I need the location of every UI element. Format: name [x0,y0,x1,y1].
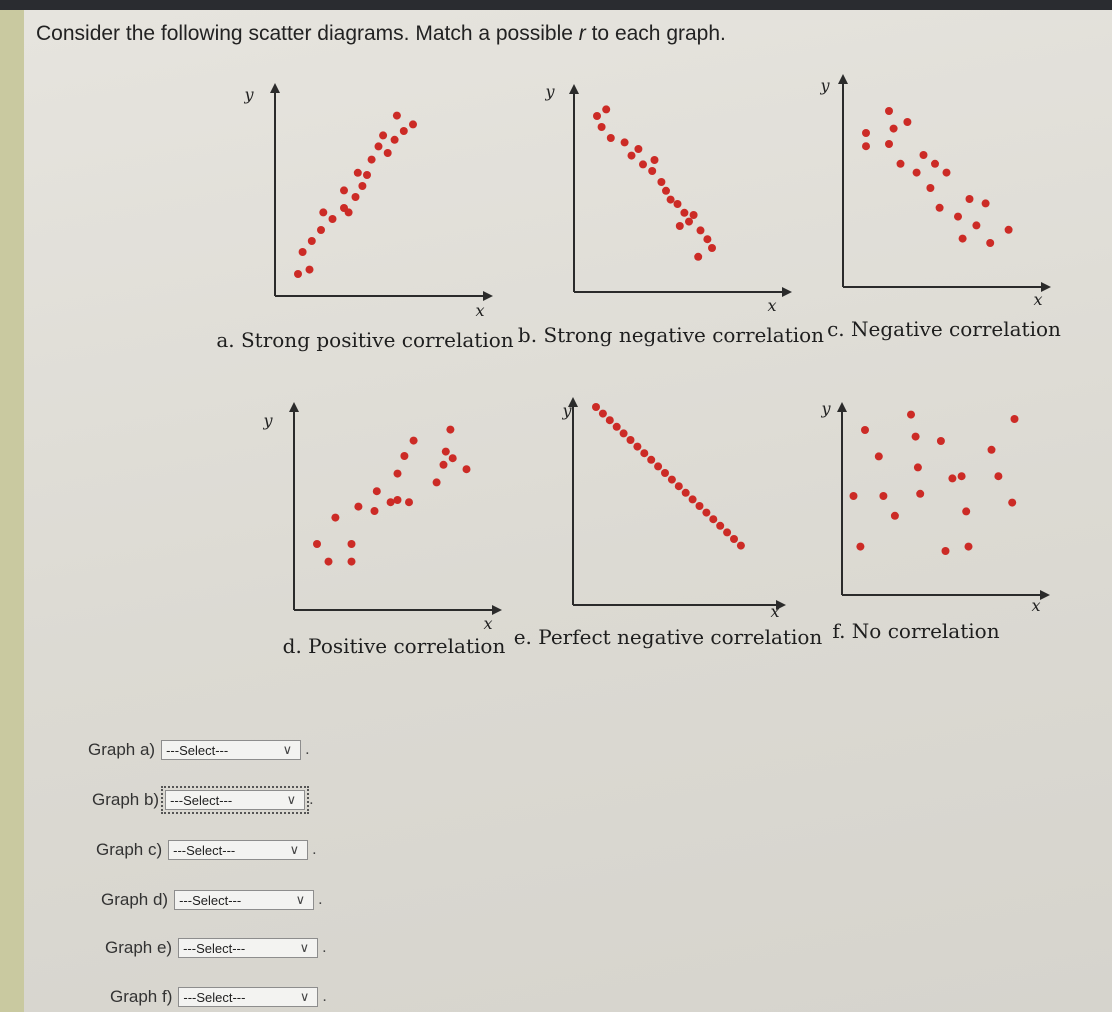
graph-f-point [937,437,945,445]
graph-a-point [375,142,383,150]
graph-c-point [890,125,898,133]
graph-b-label: Graph b) [92,790,160,809]
graph-f-point [988,446,996,454]
graph-e-point [613,423,621,431]
graph-f-label: Graph f) [110,987,173,1006]
graph-f-point [914,463,922,471]
graph-c-point [885,107,893,115]
graph-a-x-label: x [475,301,485,320]
graph-f-point [958,472,966,480]
graph-c-point [936,204,944,212]
graph-a-select[interactable] [161,740,301,760]
graph-b-point [703,235,711,243]
graph-f-point [856,543,864,551]
graph-e-label: Graph e) [105,938,173,957]
graph-b-point [690,211,698,219]
graph-f-x-arrow [1040,590,1050,600]
graph-d-point [394,470,402,478]
graph-a-point [329,215,337,223]
graph-f-point [875,452,883,460]
graph-a-point [345,208,353,216]
select-value: ---Select--- [170,792,233,808]
row-period: . [312,841,317,858]
graph-c-point [1005,226,1013,234]
graph-d-point [405,498,413,506]
graph-a-point [363,171,371,179]
graph-a-point [379,131,387,139]
graph-a-row [88,739,310,761]
graph-c-point [926,184,934,192]
graph-b-point [621,138,629,146]
chevron-down-icon: ∨ [286,792,297,807]
graph-d-point [371,507,379,515]
graph-a-point [409,120,417,128]
graph-d-point [440,461,448,469]
chevron-down-icon: ∨ [299,989,310,1004]
graph-b-row [92,789,314,811]
graph-e-point [661,469,669,477]
select-value: ---Select--- [183,940,246,956]
graph-b-point [694,253,702,261]
graph-d-point [387,498,395,506]
graph-b-select[interactable] [165,790,305,810]
graph-c-row [96,839,317,861]
chevron-down-icon: ∨ [295,892,306,907]
graph-d-point [354,503,362,511]
graph-e-row [105,937,327,959]
graph-d-x-label: x [483,614,493,633]
graph-f-point [994,472,1002,480]
graph-d-point [449,454,457,462]
graph-f-point [907,411,915,419]
select-value: ---Select--- [183,989,246,1005]
graph-a-point [308,237,316,245]
row-period: . [322,939,327,956]
row-period: . [322,988,327,1005]
graph-f-row [110,986,327,1008]
graph-c-point [913,169,921,177]
graph-b-point [657,178,665,186]
graph-e-point [689,495,697,503]
graph-d-label: Graph d) [101,890,169,909]
graph-f-point [942,547,950,555]
graph-c-point [885,140,893,148]
graph-e-point [647,456,655,464]
graph-b-y-label: y [545,82,555,101]
graph-e-y-label: y [562,401,572,420]
graph-b-point [676,222,684,230]
graph-c-y-arrow [838,74,848,84]
graph-d-point [373,487,381,495]
graph-e-point [723,528,731,536]
graph-f-point [861,426,869,434]
graph-c-point [862,142,870,150]
graph-e-point [702,509,710,517]
graph-f-point [916,490,924,498]
graph-c-point [972,221,980,229]
graph-a-point [358,182,366,190]
graph-d-point [313,540,321,548]
graph-b-point [602,105,610,113]
graph-b-point [598,123,606,131]
graph-b-point [662,187,670,195]
graph-e-point [620,429,628,437]
graph-b-point [639,160,647,168]
graph-e-point [696,502,704,510]
graph-d-x-arrow [492,605,502,615]
graph-a-point [306,266,314,274]
graph-a-label: Graph a) [88,740,156,759]
graph-b-point [648,167,656,175]
graph-d-point [463,465,471,473]
graph-e-point [640,449,648,457]
graph-a-point [340,186,348,194]
graph-b-y-arrow [569,84,579,94]
row-period: . [305,741,310,758]
graph-e-point [668,476,676,484]
graph-a-caption: a. Strong positive correlation [216,328,514,352]
graph-d-y-label: y [263,411,273,430]
graph-d-point [400,452,408,460]
graph-b-point [651,156,659,164]
graph-f-point [1011,415,1019,423]
graph-e-select[interactable] [178,938,318,958]
graph-a-y-label: y [244,85,254,104]
graph-c-y-label: y [820,76,830,95]
graph-a-point [319,208,327,216]
graph-e-point [592,403,600,411]
graph-d-point [394,496,402,504]
graph-b-x-arrow [782,287,792,297]
graph-e-point [654,462,662,470]
row-period: . [309,791,314,808]
graph-f-point [912,433,920,441]
graph-d-point [348,558,356,566]
graph-c-point [931,160,939,168]
graph-a-x-arrow [483,291,493,301]
graph-e-point [599,410,607,418]
graph-c-point [897,160,905,168]
graph-b-point [674,200,682,208]
graph-c-point [862,129,870,137]
graph-e-point [633,443,641,451]
graph-e-point [730,535,738,543]
graph-b-point [667,196,675,204]
graph-c-select[interactable] [168,840,308,860]
graph-b-point [697,226,705,234]
graph-f-point [891,512,899,520]
graph-c-point [959,235,967,243]
graph-b-point [708,244,716,252]
graph-c-point [982,199,990,207]
graph-b-caption: b. Strong negative correlation [517,323,825,347]
graph-b-x-label: x [767,296,777,315]
question-prompt: Consider the following scatter diagrams. Match a possible r to each graph. [36,22,726,45]
graph-b-point [628,152,636,160]
graph-a-point [393,112,401,120]
graph-d-y-arrow [289,402,299,412]
chevron-down-icon: ∨ [282,742,293,757]
graph-c-point [986,239,994,247]
graph-d-point [433,478,441,486]
graph-f-x-label: x [1031,596,1041,615]
graph-c-point [943,169,951,177]
graph-a-point [391,136,399,144]
graph-d-point [410,437,418,445]
graph-a-point [299,248,307,256]
graph-b-point [634,145,642,153]
graph-c-x-label: x [1033,290,1043,309]
graph-b-point [685,218,693,226]
graph-a-point [368,156,376,164]
row-period: . [318,891,323,908]
graph-f-point [879,492,887,500]
graph-e-point [682,489,690,497]
graph-f-point [850,492,858,500]
graph-a-point [384,149,392,157]
graph-a-y-arrow [270,83,280,93]
graph-a-point [317,226,325,234]
graph-f-y-arrow [837,402,847,412]
graph-b-point [607,134,615,142]
graph-d-point [442,448,450,456]
chevron-down-icon: ∨ [299,940,310,955]
select-value: ---Select--- [173,842,236,858]
graph-d-row [101,889,323,911]
graph-c-point [954,213,962,221]
graph-e-point [709,515,717,523]
graph-f-y-label: y [821,399,831,418]
graph-e-caption: e. Perfect negative correlation [513,625,823,649]
graph-f-point [1008,499,1016,507]
graph-c-point [966,195,974,203]
graph-c-caption: c. Negative correlation [827,317,1061,341]
graph-e-point [606,416,614,424]
chevron-down-icon: ∨ [289,842,300,857]
graph-d-point [325,558,333,566]
graph-f-point [962,507,970,515]
select-value: ---Select--- [166,742,229,758]
graph-c-label: Graph c) [96,840,163,859]
graph-f-caption: f. No correlation [832,619,1000,643]
graph-f-point [948,474,956,482]
graph-d-point [446,426,454,434]
graph-d-select[interactable] [174,890,314,910]
graph-c-point [920,151,928,159]
graph-a-point [354,169,362,177]
select-value: ---Select--- [179,892,242,908]
graph-a-point [352,193,360,201]
graph-e-point [716,522,724,530]
graph-a-point [400,127,408,135]
graph-d-point [331,514,339,522]
graph-f-select[interactable] [178,987,318,1007]
graph-d-caption: d. Positive correlation [282,634,506,658]
graph-e-point [627,436,635,444]
graph-d-point [348,540,356,548]
graph-f-point [965,543,973,551]
graph-a-point [294,270,302,278]
graph-e-point [675,482,683,490]
graph-b-point [593,112,601,120]
graph-b-point [680,209,688,217]
graph-c-point [903,118,911,126]
graph-e-point [737,542,745,550]
graph-e-x-label: x [770,602,780,621]
